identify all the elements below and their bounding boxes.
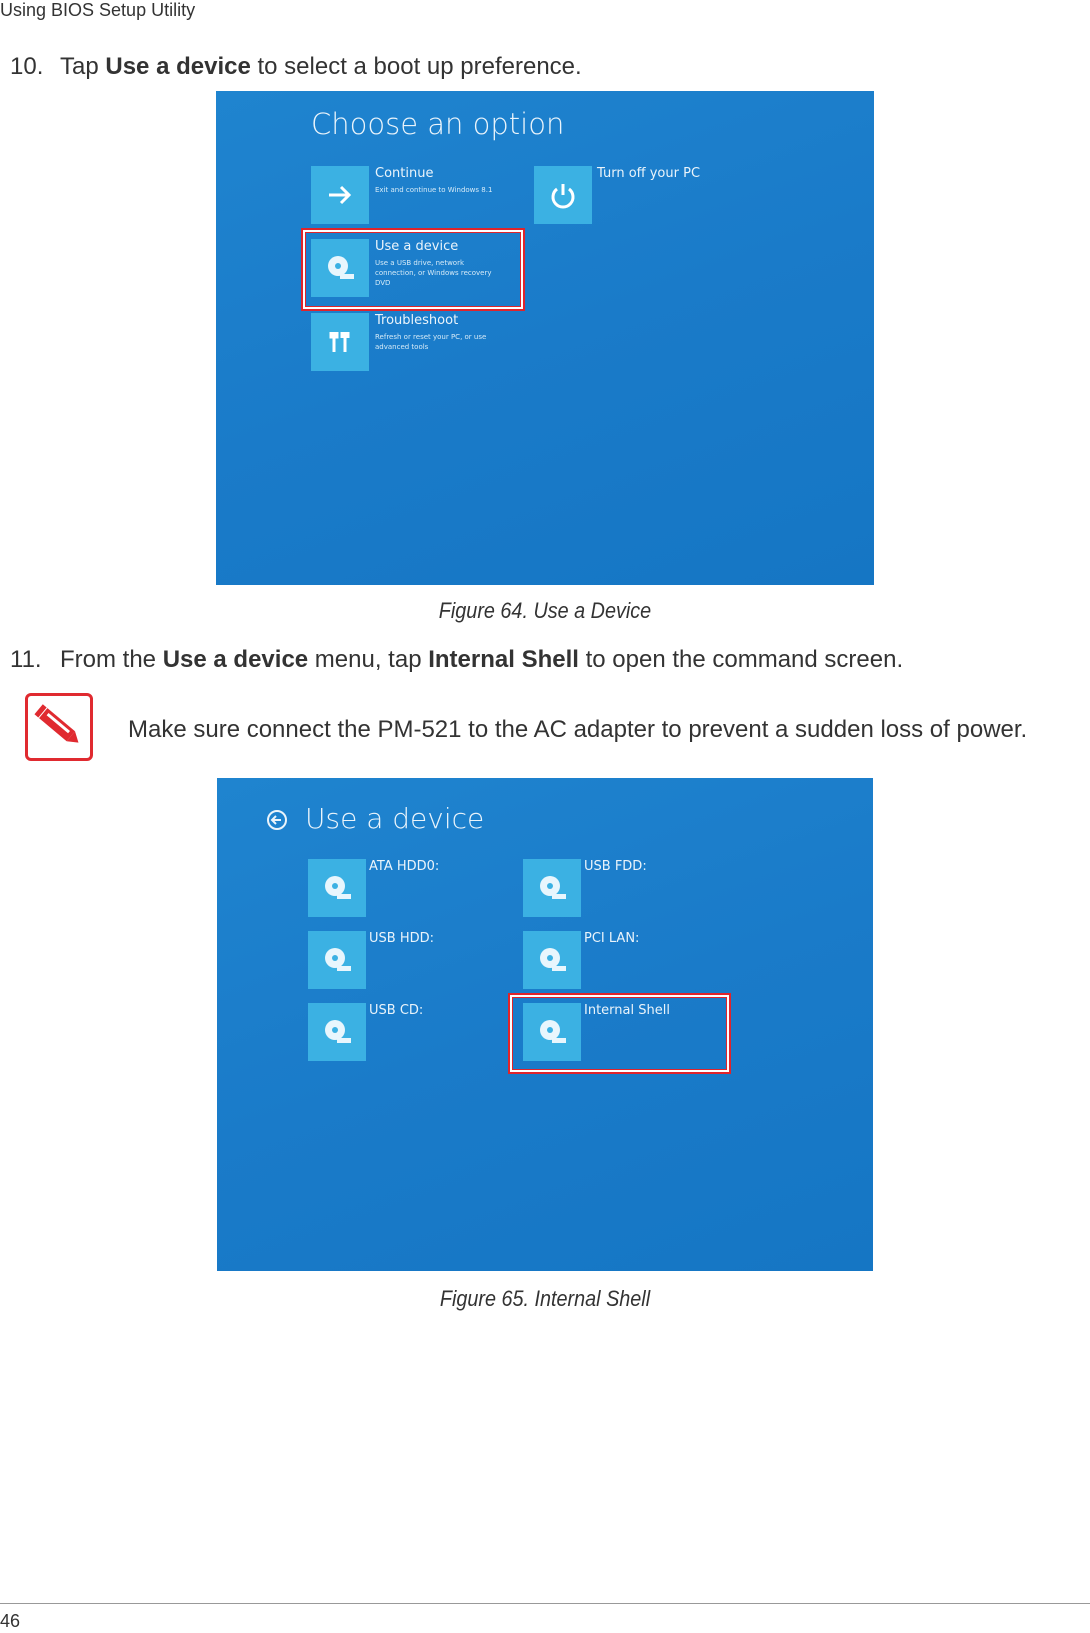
option-desc: Refresh or reset your PC, or use advanced tools	[375, 333, 487, 351]
highlight-box	[301, 228, 525, 311]
device-tile[interactable]	[523, 859, 581, 917]
tools-icon	[325, 327, 355, 357]
option-desc: Use a USB drive, network connection, or Windows recovery DVD	[375, 259, 492, 287]
power-icon	[548, 180, 578, 210]
option-label: Continue	[375, 166, 434, 181]
bold-term: Use a device	[105, 53, 251, 80]
device-tile[interactable]	[308, 859, 366, 917]
device-label: PCI LAN:	[584, 931, 640, 946]
device-tile[interactable]	[308, 1003, 366, 1061]
device-tile[interactable]	[308, 931, 366, 989]
option-desc: Exit and continue to Windows 8.1	[375, 186, 493, 194]
pencil-note-icon	[25, 693, 93, 761]
screen-title: Use a device	[305, 802, 485, 835]
disk-icon	[321, 944, 353, 976]
device-label: USB FDD:	[584, 859, 647, 874]
device-label: USB CD:	[369, 1003, 424, 1018]
device-label: ATA HDD0:	[369, 859, 440, 874]
highlight-box	[508, 993, 731, 1074]
option-label: Use a device	[375, 239, 459, 254]
back-arrow-icon[interactable]	[266, 809, 288, 831]
turn-off-tile[interactable]	[534, 166, 592, 224]
footer-divider	[0, 1603, 1090, 1604]
device-label: Internal Shell	[584, 1003, 670, 1018]
step-10: 10. Tap Use a device to select a boot up preference.	[10, 53, 582, 80]
troubleshoot-tile[interactable]	[311, 313, 369, 371]
figure-64-caption: Figure 64. Use a Device	[438, 598, 652, 623]
continue-tile[interactable]	[311, 166, 369, 224]
arrow-right-icon	[325, 180, 355, 210]
step-11: 11. From the Use a device menu, tap Internal Shell to open the command screen.	[10, 646, 904, 673]
note-text: Make sure connect the PM-521 to the AC adapter to prevent a sudden loss of power.	[128, 716, 1028, 743]
figure-64-screenshot	[216, 91, 874, 585]
step-number: 11.	[10, 646, 42, 673]
device-tile[interactable]	[523, 931, 581, 989]
option-label: Turn off your PC	[597, 166, 701, 181]
disk-icon	[536, 872, 568, 904]
disk-icon	[536, 944, 568, 976]
bold-term: Internal Shell	[428, 646, 579, 673]
disk-icon	[321, 872, 353, 904]
bold-term: Use a device	[162, 646, 309, 673]
option-label: Troubleshoot	[375, 313, 459, 328]
disk-icon	[321, 1016, 353, 1048]
page-number: 46	[0, 1611, 21, 1631]
figure-65-screenshot	[217, 778, 873, 1271]
device-label: USB HDD:	[369, 931, 434, 946]
figure-65-caption: Figure 65. Internal Shell	[439, 1286, 651, 1311]
step-number: 10.	[10, 53, 44, 80]
screen-title: Choose an option	[311, 107, 565, 141]
running-header: Using BIOS Setup Utility	[0, 0, 196, 20]
